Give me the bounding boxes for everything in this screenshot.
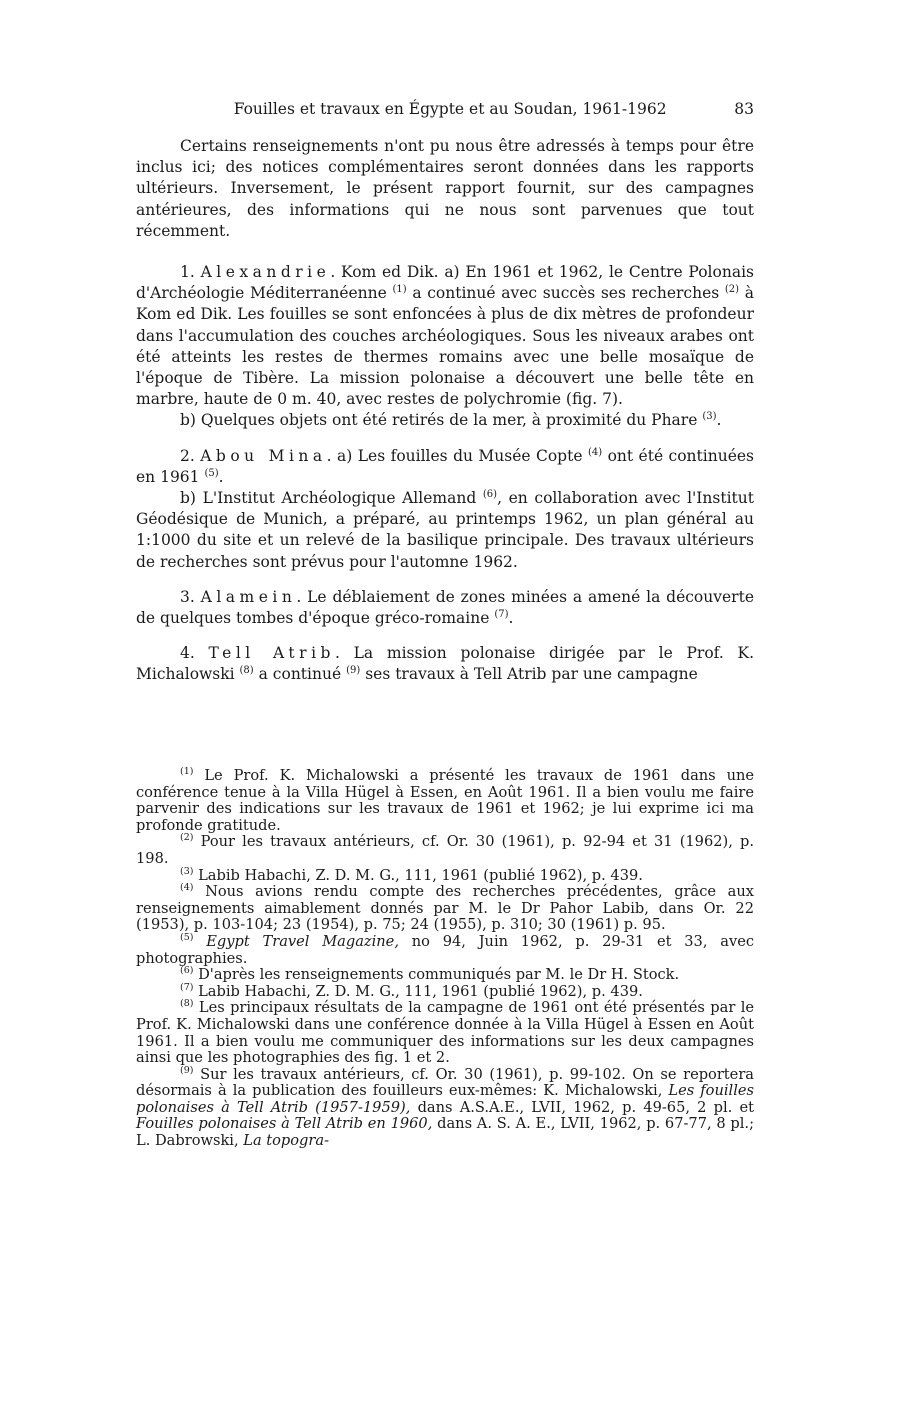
- footnote-text: Sur les travaux antérieurs, cf. Or. 30 (1961), p. 99-102. On se reportera désormais à la publication des fouilleurs eux-mêmes: K. Michalowski,: [136, 1065, 754, 1100]
- footnote-text: no 94, Juin 1962, p. 29-31 et 33, avec photographies.: [136, 932, 755, 967]
- section-number: 3.: [180, 587, 195, 606]
- section-4-paragraph: 4. Tell Atrib. La mission polonaise dirigée par le Prof. K. Michalowski $^{(8)}$ a continué $^{(9)}$ ses travaux à Tell Atrib par une campagne: [136, 644, 755, 684]
- footnotes: [136, 768, 754, 1150]
- section-1-paragraph-b: b) Quelques objets ont été retirés de la mer, à proximité du Phare $^{(3)}$.: [180, 411, 722, 430]
- main-text: [136, 136, 754, 686]
- section-place: Alexandrie: [200, 263, 331, 282]
- footnote-6: [136, 967, 754, 984]
- footnote-italic: Egypt Travel Magazine,: [206, 932, 399, 950]
- section-number: 2.: [180, 446, 195, 465]
- footnote-ref[interactable]: (2): [724, 284, 740, 296]
- footnote-3: [136, 865, 754, 885]
- footnote-ref[interactable]: (1): [392, 284, 407, 296]
- footnote-4: [136, 884, 754, 934]
- section-number: 4.: [180, 644, 195, 663]
- section-text: ses travaux à Tell Atrib par une campagne: [365, 665, 698, 684]
- section-text: ont été continuées en 1961: [136, 446, 754, 486]
- section-place: Alamein: [200, 587, 297, 606]
- footnote-text: Labib Habachi, Z. D. M. G., 111, 1961 (publié 1962), p. 439.: [198, 982, 643, 1000]
- footnote-number: (1): [180, 766, 194, 778]
- footnote-text: Labib Habachi, Z. D. M. G., 111, 1961 (publié 1962), p. 439.: [198, 866, 643, 884]
- footnote-text: Nous avions rendu compte des recherches précédentes, grâce aux renseignements aimablement donnés par M. le Dr Pahor Labib, dans Or. 22 (1953), p. 103-104; 23 (1954), p. 75; 24 (1955), p. 310; 30 (1961) p. 95.: [136, 883, 755, 934]
- section-text: b) Quelques objets ont été retirés de la mer, à proximité du Phare: [180, 411, 698, 430]
- section-text: à Kom ed Dik. Les fouilles se sont enfoncées à plus de dix mètres de profondeur dans l'accumulation des couches archéologiques. Sous les niveaux arabes ont été atteints les restes de thermes romains avec une belle mosaïque de l'époque de Tibère. La mission polonaise a découvert une belle tête en marbre, haute de 0 m. 40, avec restes de polychromie (fig. 7).: [136, 284, 754, 409]
- running-title: Fouilles et travaux en Égypte et au Soudan, 1961-1962: [233, 100, 667, 118]
- page-number: 83: [734, 100, 754, 118]
- footnote-text: dans A. S. A. E., LVII, 1962, p. 67-77, 8 pl.; L. Dabrowski,: [136, 1115, 754, 1150]
- footnote-ref[interactable]: (3): [702, 411, 717, 423]
- footnote-number: (7): [180, 981, 194, 993]
- footnote-ref[interactable]: (9): [346, 665, 361, 677]
- footnote-number: (6): [180, 965, 194, 977]
- section-text: a) Les fouilles du Musée Copte: [337, 446, 583, 465]
- footnote-italic: Fouilles polonaises à Tell Atrib en 1960,: [136, 1115, 433, 1133]
- footnote-text: Les principaux résultats de la campagne de 1961 ont été présentés par le Prof. K. Michalowski dans une conférence donnée à la Villa Hügel à Essen en Août 1961. Il a bien voulu me communiquer des informations sur les deux campagnes ainsi que les photographies des fig. 1 et 2.: [136, 999, 754, 1067]
- section-tell-atrib: [136, 643, 754, 685]
- section-alexandrie: [136, 262, 754, 432]
- footnote-number: (2): [180, 832, 194, 844]
- footnote-number: (9): [180, 1064, 194, 1076]
- footnote-7: [136, 981, 754, 1001]
- footnote-text: dans A.S.A.E., LVII, 1962, p. 49-65, 2 pl. et: [417, 1098, 754, 1116]
- section-abou-mina: [136, 446, 754, 573]
- section-text: La mission polonaise dirigée par le Prof. K. Michalowski: [136, 644, 755, 684]
- intro-paragraph: Certains renseignements n'ont pu nous être adressés à temps pour être inclus ici; des notices complémentaires seront données dans les rapports ultérieurs. Inversement, le présent rapport fournit, sur des campagnes antérieures, des informations qui ne nous sont parvenues que tout récemment.: [136, 137, 754, 240]
- section-text: Le déblaiement de zones minées a amené la découverte de quelques tombes d'époque gréco-romaine: [136, 587, 754, 628]
- section-text: Kom ed Dik. a) En 1961 et 1962, le Centre Polonais d'Archéologie Méditerranéenne: [136, 263, 754, 303]
- footnote-ref[interactable]: (7): [494, 608, 509, 620]
- section-text: , en collaboration avec l'Institut Géodésique de Munich, a préparé, au printemps 1962, un plan général au 1:1000 du site et un relevé de la basilique principale. Des travaux ultérieurs de recherches sont prévus pour l'automne 1962.: [136, 489, 754, 571]
- footnote-2: [136, 834, 754, 867]
- section-1-paragraph-a: 1. Alexandrie. Kom ed Dik. a) En 1961 et 1962, le Centre Polonais d'Archéologie Méditerranéenne $^{(1)}$ a continué avec succès ses recherches $^{(2)}$ à Kom ed Dik. Les fouilles se sont enfoncées à plus de dix mètres de profondeur dans l'accumulation des couches archéologiques. Sous les niveaux arabes ont été atteints les restes de thermes romains avec une belle mosaïque de l'époque de Tibère. La mission polonaise a découvert une belle tête en marbre, haute de 0 m. 40, avec restes de polychromie (fig. 7).: [136, 263, 754, 409]
- section-text: a continué avec succès ses recherches: [412, 284, 720, 303]
- footnote-number: (4): [180, 882, 194, 894]
- footnote-1: [136, 768, 754, 834]
- footnote-ref[interactable]: (8): [239, 665, 254, 677]
- footnote-ref[interactable]: (6): [482, 488, 498, 500]
- section-2-paragraph-a: 2. Abou Mina. a) Les fouilles du Musée Copte $^{(4)}$ ont été continuées en 1961 $^{(5)}$.: [136, 446, 754, 486]
- footnote-number: (5): [180, 932, 194, 944]
- footnote-text: Le Prof. K. Michalowski a présenté les travaux de 1961 dans une conférence tenue à la Villa Hügel à Essen, en Août 1961. Il a bien voulu me faire parvenir des indications sur les travaux de 1961 et 1962; je lui exprime ici ma profonde gratitude.: [136, 767, 754, 834]
- document-page: [136, 100, 755, 1150]
- section-number: 1.: [180, 263, 195, 282]
- footnote-number: (3): [180, 865, 194, 877]
- footnote-ref[interactable]: (4): [587, 446, 603, 458]
- section-3-paragraph: 3. Alamein. Le déblaiement de zones minées a amené la découverte de quelques tombes d'époque gréco-romaine $^{(7)}$.: [136, 587, 754, 628]
- footnote-number: (8): [180, 998, 194, 1010]
- section-2-paragraph-b: [136, 488, 754, 573]
- footnote-9: [136, 1064, 754, 1150]
- running-header: [136, 100, 754, 130]
- section-alamein: [136, 587, 754, 629]
- section-place: Tell Atrib: [208, 644, 335, 663]
- footnote-text: Pour les travaux antérieurs, cf. Or. 30 (1961), p. 92-94 et 31 (1962), p. 198.: [136, 833, 754, 867]
- section-text: a continué: [258, 665, 342, 684]
- footnote-italic: Les fouilles polonaises à Tell Atrib (1957-1959),: [136, 1082, 754, 1116]
- footnote-italic: La topogra-: [243, 1132, 330, 1150]
- footnote-ref[interactable]: (5): [204, 467, 219, 479]
- footnote-8: [136, 1000, 754, 1066]
- footnote-5: [136, 934, 754, 967]
- section-text: b) L'Institut Archéologique Allemand: [180, 489, 477, 508]
- footnote-text: D'après les renseignements communiqués par M. le Dr H. Stock.: [198, 966, 680, 984]
- section-place: Abou Mina: [200, 446, 327, 465]
